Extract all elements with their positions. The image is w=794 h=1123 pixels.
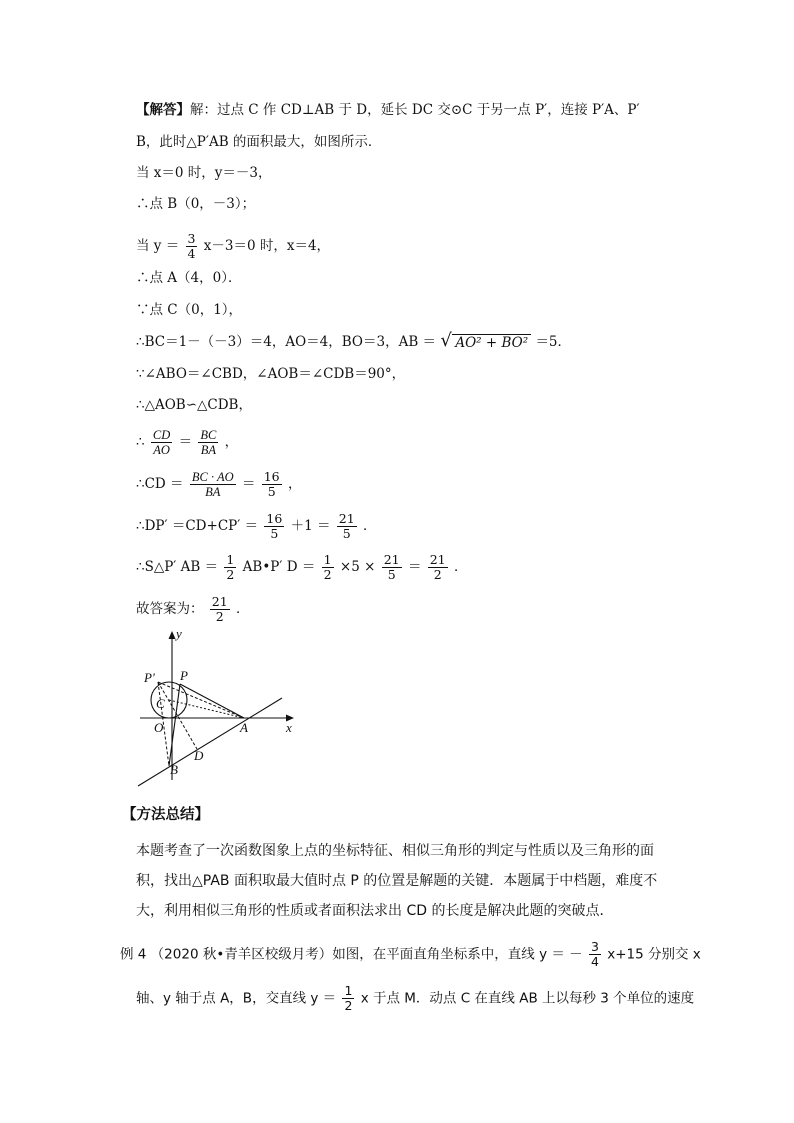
solution-tag: 【解答】 (136, 102, 190, 118)
fraction: $\frac{BC}{BA}$ (200, 428, 217, 457)
solution-line-9: ∵∠ABO＝∠CBD，∠AOB＝∠CDB＝90°， (136, 366, 406, 382)
fraction: $\frac{16}{5}$ (263, 469, 280, 499)
fraction: $\frac{21}{2}$ (429, 552, 446, 582)
label-p-prime: P′ (144, 670, 155, 685)
fraction: $\frac{CD}{AO}$ (152, 428, 171, 457)
line-ab (138, 698, 282, 786)
fraction: $\frac{21}{2}$ (211, 594, 228, 624)
fraction: $\frac{21}{5}$ (383, 552, 400, 582)
solution-line-1: 【解答】解：过点 C 作 CD⊥AB 于 D，延长 DC 交⊙C 于另一点 P′，连接 P′A、P′ (136, 102, 640, 118)
label-d: D (194, 748, 204, 763)
solution-line-2: B，此时△P′AB 的面积最大，如图所示． (136, 134, 382, 150)
solution-line-14: ∴S△P′ AB ＝ $\frac{1}{2}$ AB•P′ D ＝ $\frac{1}{2}$ ×5 × $\frac{21}{5}$ ＝ $\frac{21}{2}$ ． (136, 552, 468, 582)
solution-line-3: 当 x＝0 时，y＝－3， (136, 165, 272, 181)
segment-pb (169, 684, 180, 766)
label-a: A (240, 720, 248, 735)
label-c: C (156, 696, 165, 711)
geometry-figure (130, 628, 310, 788)
method-text: 本题考查了一次函数图象上点的坐标特征、相似三角形的判定与性质以及三角形的面积，找出△PAB 面积取最大值时点 P 的位置是解题的关键．本题属于中档题，难度不大，利用相似三角形的性质或者面积法求出 CD 的长度是解决此题的突破点． (136, 843, 658, 919)
solution-line-10: ∴△AOB∽△CDB， (136, 397, 252, 413)
fraction: $\frac{3}{4}$ (590, 939, 599, 969)
method-title: 【方法总结】 (122, 807, 209, 823)
solution-line-5: 当 y ＝ $\frac{3}{4}$ x－3＝0 时，x＝4， (136, 231, 331, 261)
solution-line-4: ∴点 B（0，－3）； (136, 196, 256, 212)
fraction: $\frac{3}{4}$ (187, 231, 196, 261)
fraction: $\frac{1}{2}$ (344, 983, 353, 1013)
solution-line-8: ∴BC＝1－（－3）＝4，AO＝4，BO＝3，AB ＝ √ AO² + BO² ＝5． (136, 329, 572, 351)
label-b: B (170, 762, 178, 777)
sqrt-expression: √ AO² + BO² (440, 333, 531, 353)
fraction: $\frac{21}{5}$ (338, 511, 355, 541)
fraction: $\frac{16}{5}$ (266, 511, 283, 541)
label-x: x (286, 720, 292, 735)
segment-pa (180, 684, 244, 718)
label-y: y (176, 628, 182, 641)
solution-line-13: ∴DP′ ＝CD+CP′ ＝ $\frac{16}{5}$ ＋1 ＝ $\frac{21}{5}$ ． (136, 511, 377, 541)
label-p: P (180, 668, 188, 683)
solution-line-11: ∴ $\frac{CD}{AO}$ ＝ $\frac{BC}{BA}$ ， (136, 428, 239, 457)
label-o: O (154, 720, 164, 735)
example-line-2: 轴、y 轴于点 A，B，交直线 y ＝ $\frac{1}{2}$ x 于点 M．动点 C 在直线 AB 上以每秒 3 个单位的速度 (136, 983, 695, 1013)
example-line-1: 例 4 （2020 秋•青羊区校级月考）如图，在平面直角坐标系中，直线 y ＝ － $\frac{3}{4}$ x+15 分别交 x (120, 939, 701, 969)
fraction: $\frac{1}{2}$ (323, 552, 332, 582)
solution-line-12: ∴CD ＝ $\frac{BC \cdot AO}{BA}$ ＝ $\frac{16}{5}$ ， (136, 469, 302, 499)
answer-line: 故答案为： $\frac{21}{2}$ ． (136, 594, 250, 624)
fraction: $\frac{1}{2}$ (226, 552, 235, 582)
solution-line-7: ∵点 C（0，1）， (136, 302, 243, 318)
solution-line-6: ∴点 A（4，0）． (136, 270, 242, 286)
y-axis-arrow (169, 631, 176, 639)
fraction: $\frac{BC \cdot AO}{BA}$ (191, 470, 234, 499)
